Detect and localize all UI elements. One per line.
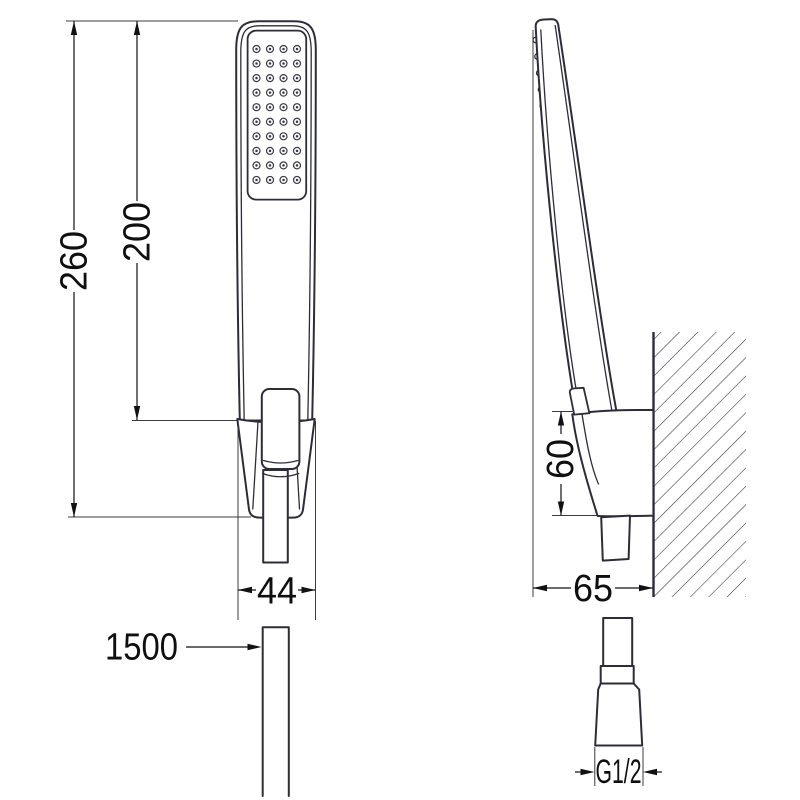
dim-holder-height-label: 60 [539, 436, 582, 479]
nozzle-dot [269, 91, 272, 94]
nozzle-dot [282, 91, 285, 94]
nozzle-dot [269, 77, 272, 80]
nozzle-dot [282, 179, 285, 182]
hose-outlet-side [601, 516, 630, 561]
nozzle-dot [296, 77, 299, 80]
connector-tube [603, 618, 632, 666]
nozzle-dot [296, 150, 299, 153]
dimension-head-width [238, 570, 316, 612]
nozzle-dot [296, 179, 299, 182]
nozzle-dot [282, 106, 285, 109]
nozzle-dot [282, 150, 285, 153]
holder-clip-front [262, 389, 300, 469]
connector-cone [595, 684, 642, 746]
nozzle-dot [296, 48, 299, 51]
nozzle-dot [282, 48, 285, 51]
nozzle-dot [282, 135, 285, 138]
dim-hose-length-label: 1500 [105, 626, 178, 669]
shower-side-profile [536, 19, 617, 413]
nozzle-dot [296, 91, 299, 94]
nozzle-dot [255, 179, 258, 182]
wall-hatching [654, 332, 747, 597]
nozzle-dot [269, 121, 272, 124]
dim-head-width-label: 44 [257, 570, 297, 613]
nozzle-dot [296, 135, 299, 138]
nozzle-dot [282, 62, 285, 65]
dim-holder-depth-label: 65 [573, 567, 613, 610]
hose-strip [263, 627, 289, 796]
dimension-head-height [116, 21, 158, 420]
nozzle-dot [255, 135, 258, 138]
nozzle-dot [269, 164, 272, 167]
nozzle-dot [269, 48, 272, 51]
dimension-hose-length [105, 626, 262, 668]
nozzle-dot [269, 179, 272, 182]
nozzle-dot [296, 62, 299, 65]
connector-collar [601, 666, 634, 684]
spray-face-plate [248, 31, 307, 200]
side-view [533, 19, 746, 610]
front-view [53, 21, 316, 620]
hose-detail [105, 626, 289, 796]
nozzle-dot [282, 164, 285, 167]
nozzle-dot [296, 164, 299, 167]
dim-thread-label: G1/2 [595, 752, 642, 791]
nozzle-dot [269, 106, 272, 109]
nozzle-dot [255, 164, 258, 167]
nozzle-dot [282, 121, 285, 124]
dimension-total-height [53, 21, 95, 517]
hose-outlet-front [263, 470, 288, 563]
dimension-thread [575, 747, 662, 791]
nozzle-dot [269, 62, 272, 65]
dim-total-height-label: 260 [53, 227, 96, 291]
nozzle-dot [255, 48, 258, 51]
dimension-holder-depth [533, 568, 653, 610]
nozzle-dot [296, 106, 299, 109]
thread-detail [575, 618, 662, 791]
nozzle-dot [255, 121, 258, 124]
nozzle-dot [269, 150, 272, 153]
nozzle-dot [255, 91, 258, 94]
nozzle-dot [282, 77, 285, 80]
dim-head-height-label: 200 [116, 198, 159, 262]
nozzle-dot [255, 106, 258, 109]
nozzle-dot [255, 77, 258, 80]
nozzle-dot [269, 135, 272, 138]
nozzle-dot [296, 121, 299, 124]
nozzle-dot [255, 150, 258, 153]
nozzle-dot [255, 62, 258, 65]
